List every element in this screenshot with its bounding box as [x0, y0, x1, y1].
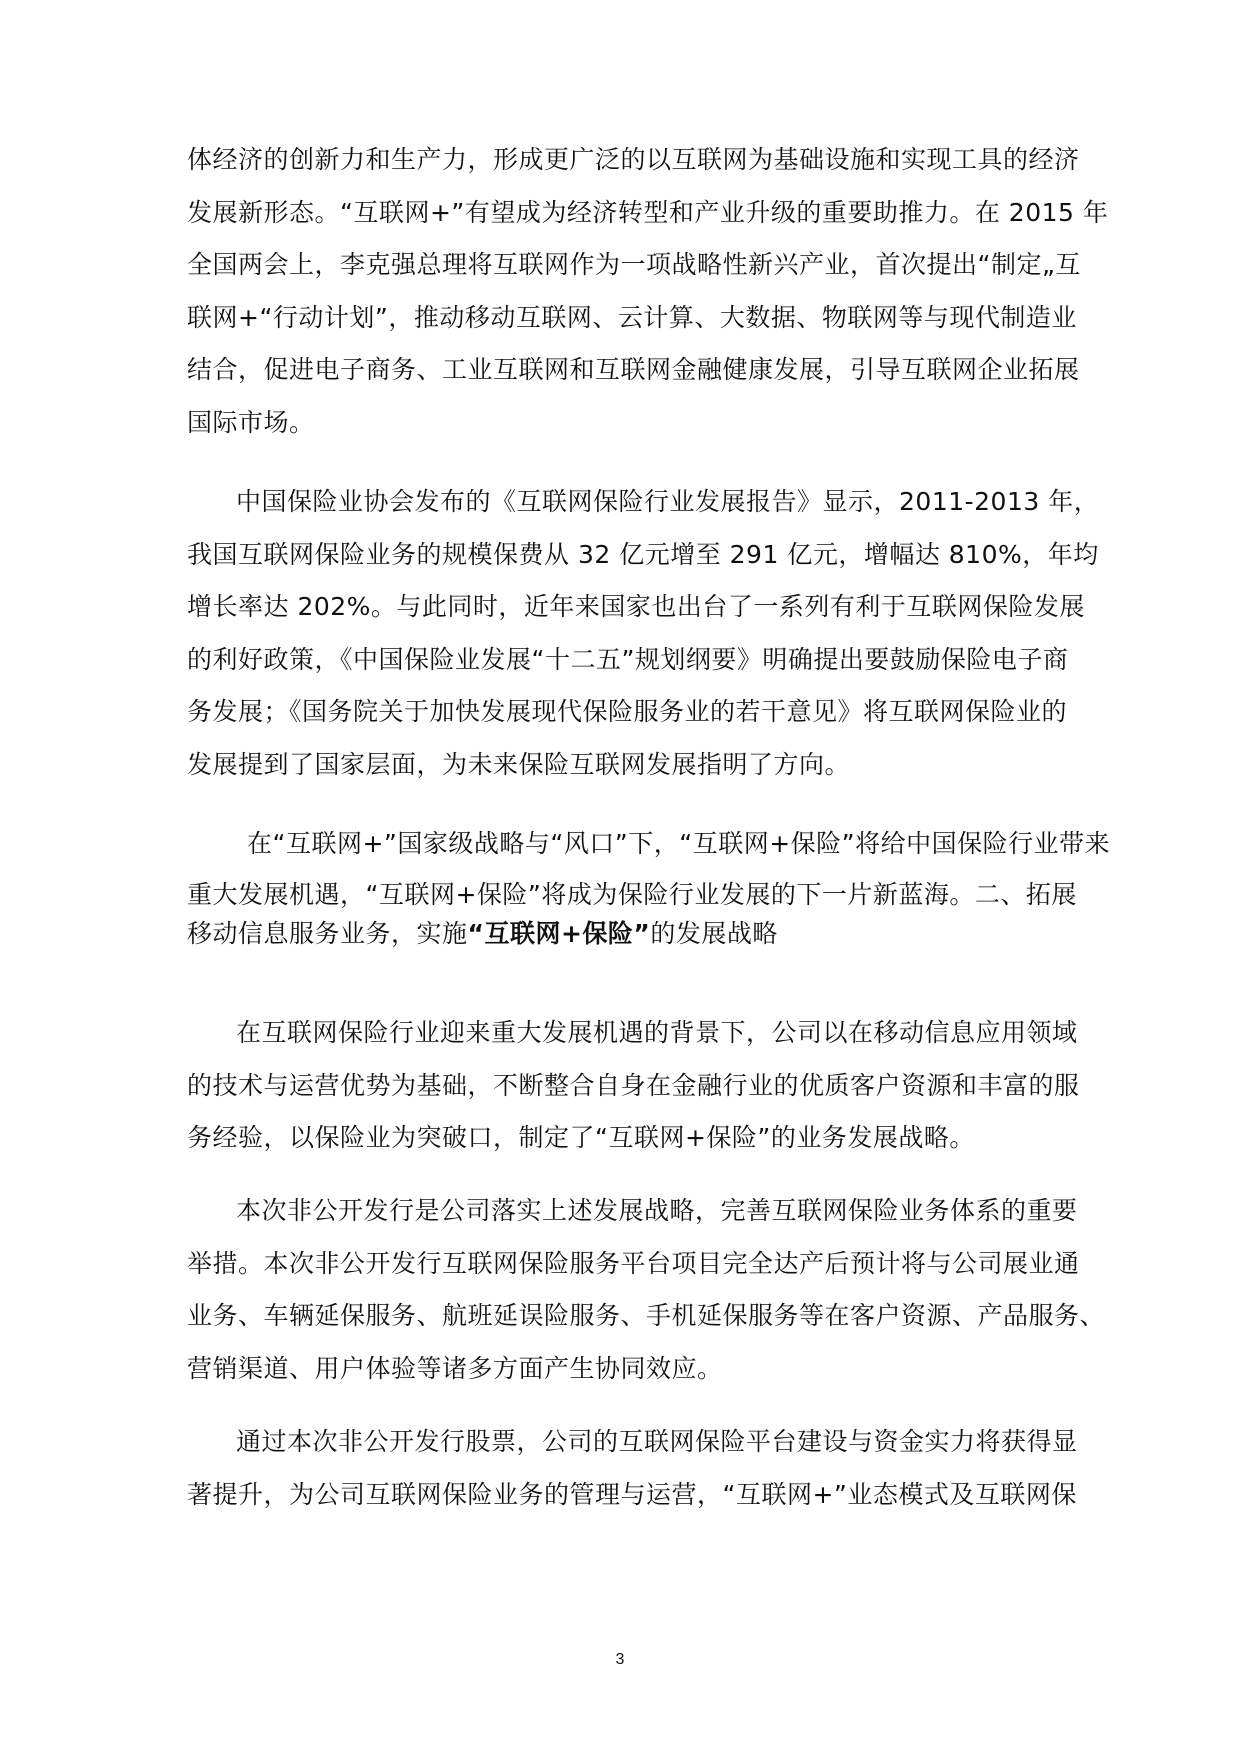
text-line: 营销渠道、用户体验等诸多方面产生协同效应。 [187, 1354, 723, 1383]
text-line: 的利好政策，《中国保险业发展“十二五”规划纲要》明确提出要鼓励保险电子商 [187, 645, 1069, 674]
text-line: 增长率达 202%。与此同时，近年来国家也出台了一系列有利于互联网保险发展 [187, 592, 1085, 621]
text-line: 通过本次非公开发行股票，公司的互联网保险平台建设与资金实力将获得显 [236, 1427, 1078, 1456]
text-line: 体经济的创新力和生产力，形成更广泛的以互联网为基础设施和实现工具的经济 [187, 145, 1080, 174]
text-line: 国际市场。 [187, 408, 315, 437]
text-line: 结合，促进电子商务、工业互联网和互联网金融健康发展，引导互联网企业拓展 [187, 355, 1080, 384]
text-line: 发展提到了国家层面，为未来保险互联网发展指明了方向。 [187, 750, 851, 779]
text-line: 我国互联网保险业务的规模保费从 32 亿元增至 291 亿元，增幅达 810%，年均 [187, 540, 1099, 569]
text-line: 联网+“行动计划”，推动移动互联网、云计算、大数据、物联网等与现代制造业 [187, 303, 1077, 332]
heading-emphasis: “互联网+保险” [467, 919, 651, 948]
text-line: 著提升，为公司互联网保险业务的管理与运营，“互联网+”业态模式及互联网保 [187, 1480, 1077, 1509]
text-line: 重大发展机遇，“互联网+保险”将成为保险行业发展的下一片新蓝海。二、拓展 [187, 880, 1077, 909]
text-line: 务经验，以保险业为突破口，制定了“互联网+保险”的业务发展战略。 [187, 1123, 975, 1152]
text-line: 的技术与运营优势为基础，不断整合自身在金融行业的优质客户资源和丰富的服 [187, 1071, 1080, 1100]
heading-text: 移动信息服务业务，实施 [187, 919, 468, 948]
text-line: 本次非公开发行是公司落实上述发展战略，完善互联网保险业务体系的重要 [236, 1196, 1078, 1225]
text-line: 中国保险业协会发布的《互联网保险行业发展报告》显示，2011-2013 年， [236, 487, 1100, 516]
text-line: 发展新形态。“互联网+”有望成为经济转型和产业升级的重要助推力。在 2015 年 [187, 198, 1109, 227]
text-line: 业务、车辆延保服务、航班延误险服务、手机延保服务等在客户资源、产品服务、 [187, 1301, 1106, 1330]
page-number: 3 [615, 1651, 625, 1668]
heading-text: 的发展战略 [650, 919, 778, 948]
text-line: 举措。本次非公开发行互联网保险服务平台项目完全达产后预计将与公司展业通 [187, 1249, 1080, 1278]
text-line: 在互联网保险行业迎来重大发展机遇的背景下，公司以在移动信息应用领域 [236, 1018, 1078, 1047]
section-heading-line [187, 919, 778, 949]
text-line: 在“互联网+”国家级战略与“风口”下，“互联网+保险”将给中国保险行业带来 [247, 829, 1111, 858]
text-line: 全国两会上，李克强总理将互联网作为一项战略性新兴产业，首次提出“制定„互 [187, 250, 1081, 279]
text-line: 务发展；《国务院关于加快发展现代保险服务业的若干意见》将互联网保险业的 [187, 697, 1068, 726]
